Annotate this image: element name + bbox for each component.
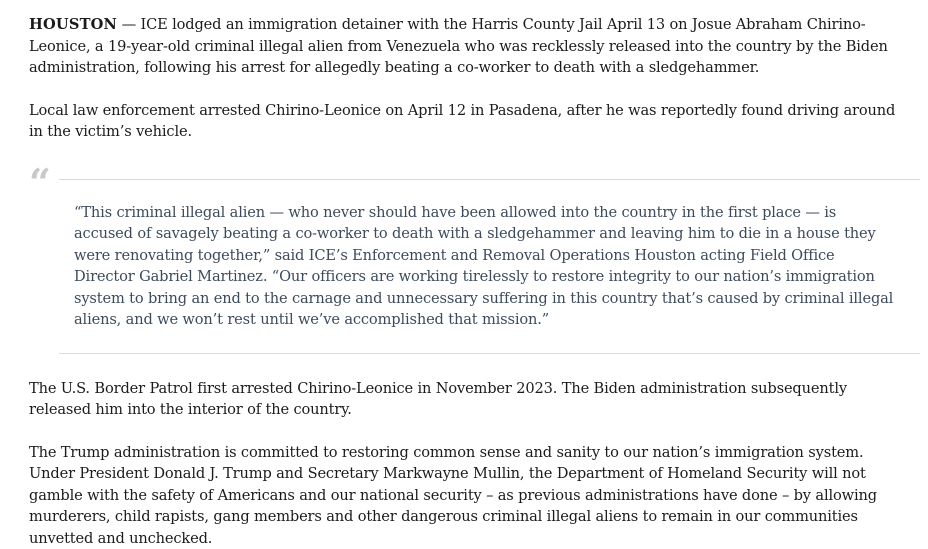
dateline: HOUSTON (29, 16, 117, 33)
blockquote-text: “This criminal illegal alien — who never should have been allowed into the country in the first place — is accused of savagely beating a co-worker to death with a sledgehammer and leaving him to die in a house they were renovating together,” said ICE’s Enforcement and Removal Operations Houston acting Field Office Director Gabriel Martinez. “Our officers are working tirelessly to restore integrity to our nation’s immigration system to bring an end to the carnage and unnecessary suffering in this country that’s caused by criminal illegal aliens, and we won’t rest until we’ve accomplished that mission.” (74, 202, 894, 331)
paragraph-4: The Trump administration is committed to restoring common sense and sanity to our nation’s immigration system. Under President Donald J. Trump and Secretary Markwayne Mullin, the Department of Homeland Security will not gamble with the safety of Americans and our national security – as previous administrations have done – by allowing murderers, child rapists, gang members and other dangerous criminal illegal aliens to remain in our communities unvetted and unchecked. (29, 442, 909, 549)
article-body (29, 14, 909, 549)
quote-mark-icon: “ (29, 164, 51, 202)
paragraph-3: The U.S. Border Patrol first arrested Chirino-Leonice in November 2023. The Biden administration subsequently released him into the interior of the country. (29, 378, 909, 421)
paragraph-1 (29, 14, 909, 79)
blockquote-bottom-divider (59, 353, 920, 354)
blockquote (29, 170, 909, 360)
paragraph-2: Local law enforcement arrested Chirino-Leonice on April 12 in Pasadena, after he was reportedly found driving around in the victim’s vehicle. (29, 100, 909, 143)
blockquote-top-divider (59, 179, 920, 180)
paragraph-1-text: — ICE lodged an immigration detainer with the Harris County Jail April 13 on Josue Abraham Chirino-Leonice, a 19-year-old criminal illegal alien from Venezuela who was recklessly released into the country by the Biden administration, following his arrest for allegedly beating a co-worker to death with a sledgehammer. (29, 16, 888, 76)
